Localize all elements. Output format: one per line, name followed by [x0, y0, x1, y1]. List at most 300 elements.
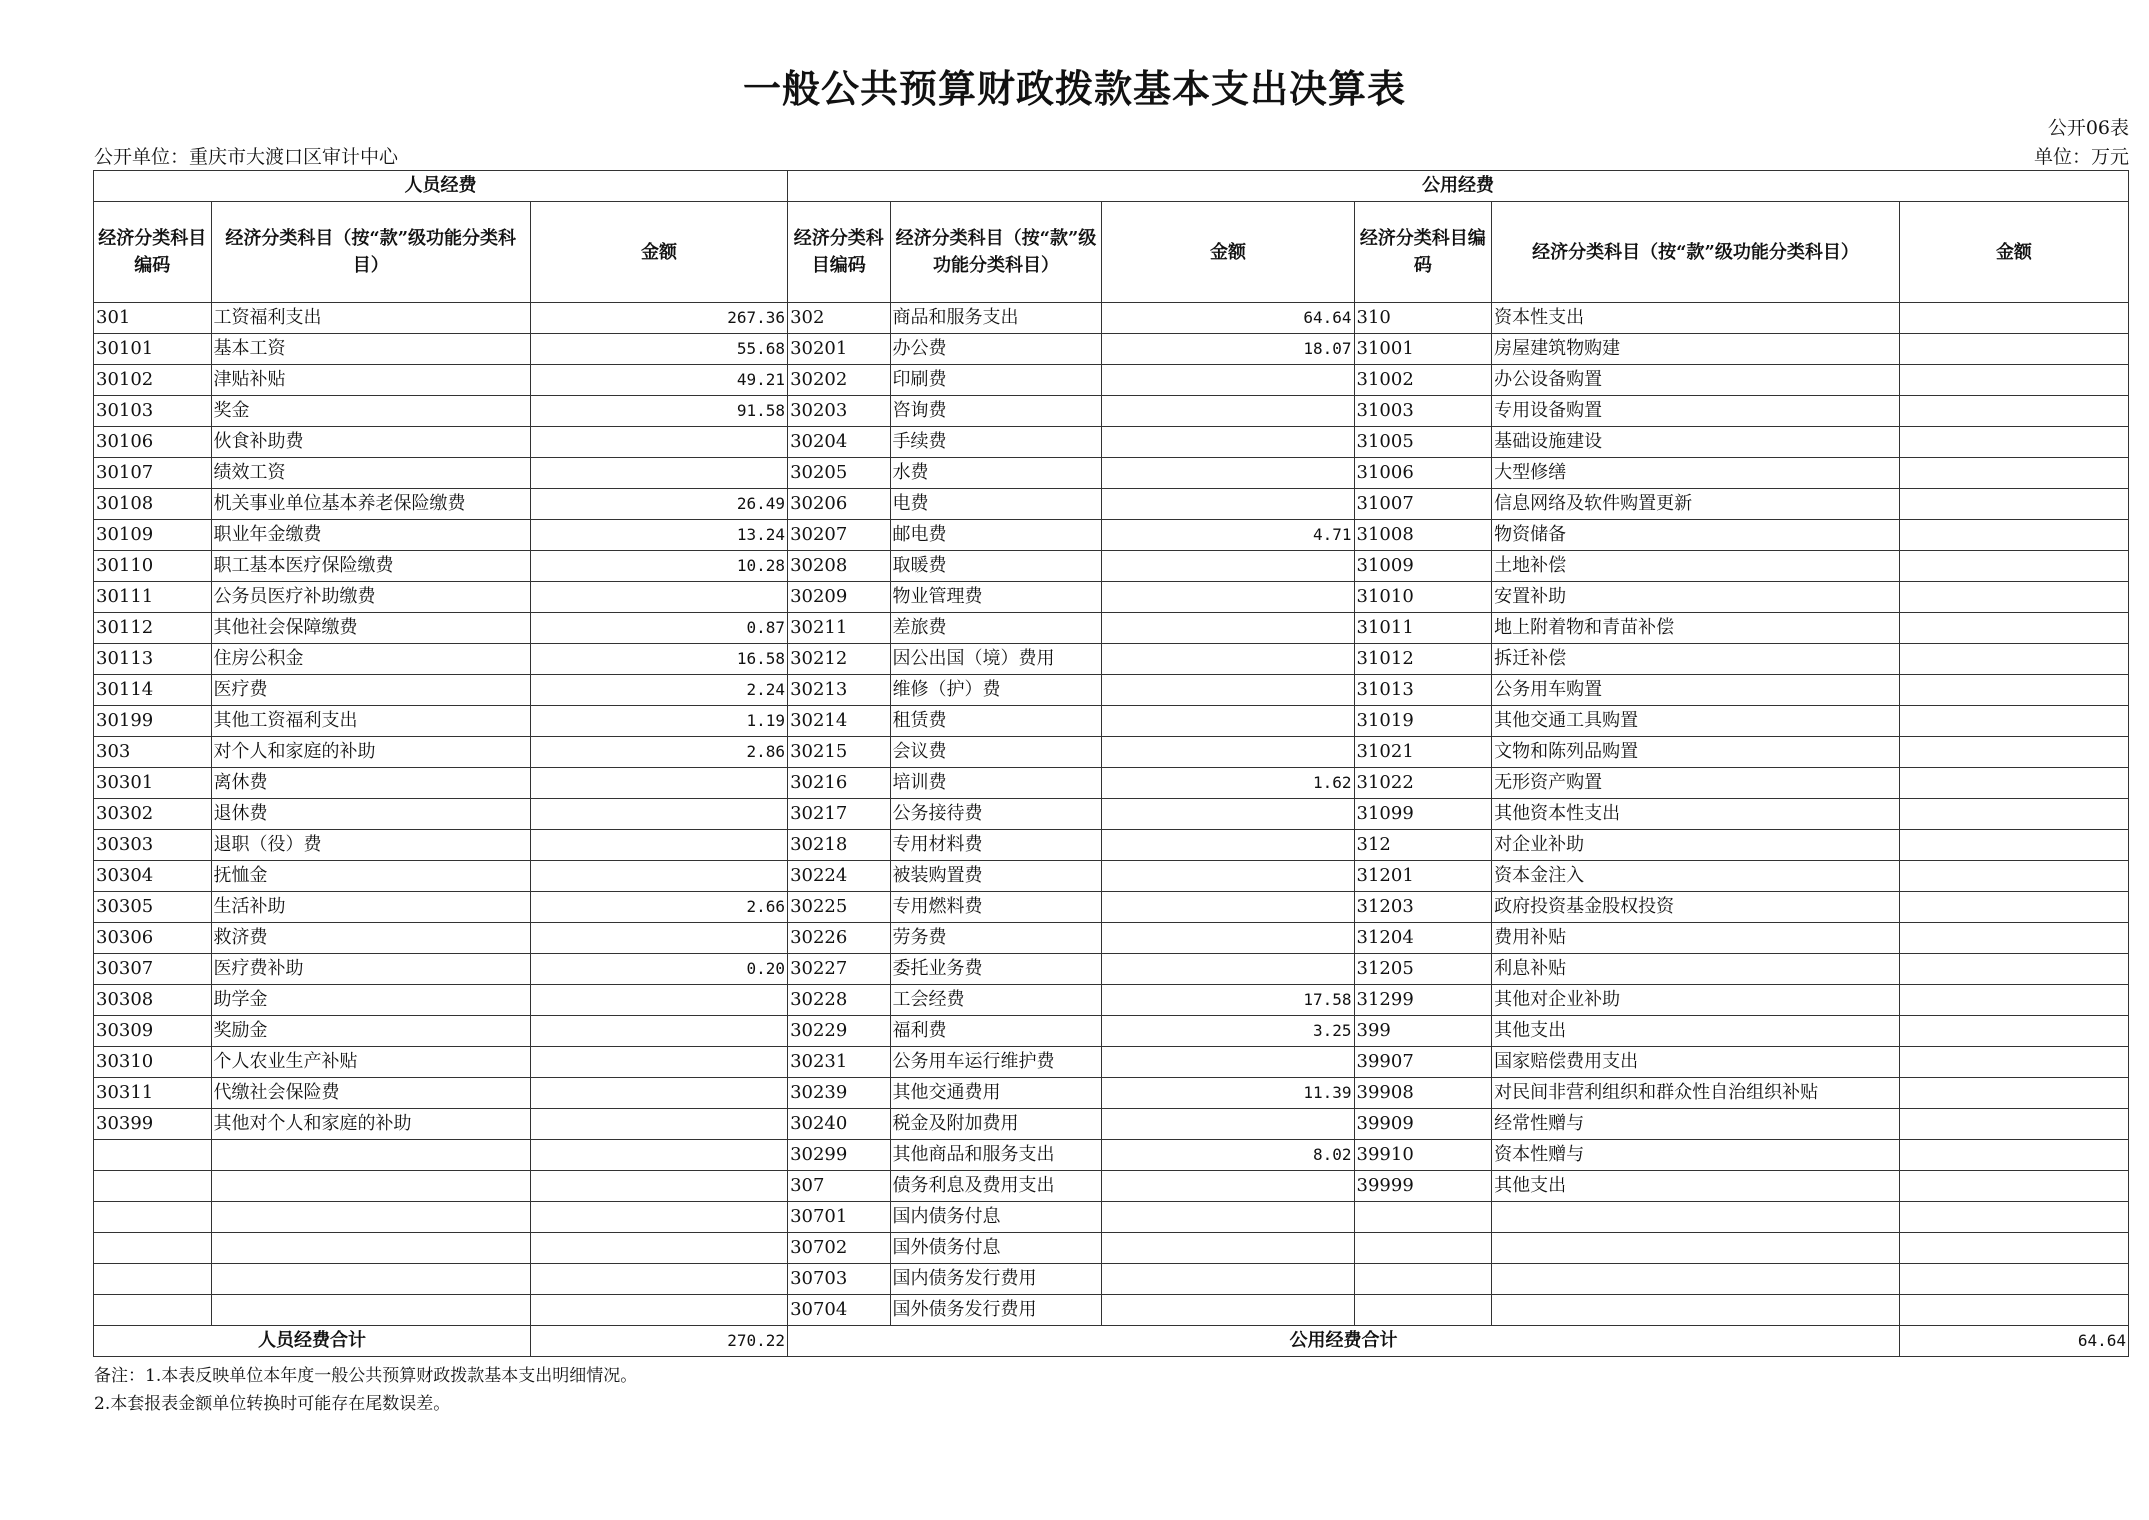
- account-code-cell: [1354, 1264, 1492, 1295]
- table-row: [94, 737, 2129, 768]
- account-name-cell: 咨询费: [890, 396, 1102, 427]
- account-name-cell: 医疗费补助: [211, 954, 530, 985]
- table-row: [94, 458, 2129, 489]
- account-code-cell: 30224: [788, 861, 890, 892]
- amount-cell: 2.86: [530, 737, 787, 768]
- table-row: [94, 985, 2129, 1016]
- amount-cell: 17.58: [1102, 985, 1354, 1016]
- account-code-cell: 30226: [788, 923, 890, 954]
- account-name-cell: 费用补贴: [1492, 923, 1900, 954]
- amount-cell: [1899, 551, 2128, 582]
- account-code-cell: 30308: [94, 985, 212, 1016]
- table-row: [94, 1140, 2129, 1171]
- table-row: [94, 613, 2129, 644]
- amount-cell: [530, 1140, 787, 1171]
- amount-cell: [1102, 675, 1354, 706]
- footnote-1: 备注：1.本表反映单位本年度一般公共预算财政拨款基本支出明细情况。: [94, 1366, 638, 1386]
- account-name-cell: 商品和服务支出: [890, 303, 1102, 334]
- account-code-cell: [94, 1295, 212, 1326]
- personnel-total-value: 270.22: [530, 1326, 787, 1357]
- account-name-cell: 邮电费: [890, 520, 1102, 551]
- table-row: [94, 365, 2129, 396]
- account-code-cell: 30228: [788, 985, 890, 1016]
- currency-unit: 单位：万元: [2033, 146, 2129, 168]
- table-row: [94, 923, 2129, 954]
- account-code-cell: 31013: [1354, 675, 1492, 706]
- amount-cell: [1102, 954, 1354, 985]
- table-row: [94, 1295, 2129, 1326]
- account-code-cell: 30209: [788, 582, 890, 613]
- amount-cell: [530, 861, 787, 892]
- amount-cell: 0.87: [530, 613, 787, 644]
- section-public: 公用经费: [788, 171, 2129, 202]
- account-code-cell: 30307: [94, 954, 212, 985]
- account-name-cell: 其他社会保障缴费: [211, 613, 530, 644]
- account-name-cell: 职工基本医疗保险缴费: [211, 551, 530, 582]
- amount-cell: [530, 427, 787, 458]
- account-code-cell: 30225: [788, 892, 890, 923]
- account-code-cell: [94, 1140, 212, 1171]
- amount-cell: [1899, 520, 2128, 551]
- totals-row: [94, 1326, 2129, 1357]
- amount-cell: [1899, 1140, 2128, 1171]
- account-code-cell: 31009: [1354, 551, 1492, 582]
- account-name-cell: 电费: [890, 489, 1102, 520]
- account-name-cell: 大型修缮: [1492, 458, 1900, 489]
- amount-cell: [530, 799, 787, 830]
- amount-cell: [1899, 1078, 2128, 1109]
- amount-cell: 8.02: [1102, 1140, 1354, 1171]
- amount-cell: [1899, 1295, 2128, 1326]
- account-name-cell: 办公设备购置: [1492, 365, 1900, 396]
- account-code-cell: 30203: [788, 396, 890, 427]
- account-code-cell: 31001: [1354, 334, 1492, 365]
- account-code-cell: 31019: [1354, 706, 1492, 737]
- account-code-cell: 30107: [94, 458, 212, 489]
- table-row: [94, 1078, 2129, 1109]
- account-code-cell: 30109: [94, 520, 212, 551]
- account-code-cell: 30215: [788, 737, 890, 768]
- account-name-cell: 公务用车购置: [1492, 675, 1900, 706]
- header-name: 经济分类科目（按“款”级功能分类科目）: [211, 202, 530, 303]
- account-code-cell: 30240: [788, 1109, 890, 1140]
- account-code-cell: 30302: [94, 799, 212, 830]
- account-code-cell: 30304: [94, 861, 212, 892]
- table-row: [94, 768, 2129, 799]
- account-name-cell: [1492, 1295, 1900, 1326]
- account-name-cell: 被装购置费: [890, 861, 1102, 892]
- account-name-cell: [211, 1295, 530, 1326]
- account-code-cell: [94, 1171, 212, 1202]
- account-name-cell: 机关事业单位基本养老保险缴费: [211, 489, 530, 520]
- header-amount: 金额: [530, 202, 787, 303]
- public-total-label: 公用经费合计: [788, 1326, 1900, 1357]
- account-code-cell: 30231: [788, 1047, 890, 1078]
- account-code-cell: 30202: [788, 365, 890, 396]
- account-code-cell: 30214: [788, 706, 890, 737]
- account-name-cell: [211, 1264, 530, 1295]
- account-code-cell: 31299: [1354, 985, 1492, 1016]
- account-name-cell: 其他支出: [1492, 1016, 1900, 1047]
- account-code-cell: 30102: [94, 365, 212, 396]
- account-code-cell: 31002: [1354, 365, 1492, 396]
- account-name-cell: 工会经费: [890, 985, 1102, 1016]
- account-code-cell: 30113: [94, 644, 212, 675]
- amount-cell: [530, 458, 787, 489]
- account-code-cell: 31011: [1354, 613, 1492, 644]
- amount-cell: [1899, 334, 2128, 365]
- table-row: [94, 1233, 2129, 1264]
- account-code-cell: 30114: [94, 675, 212, 706]
- account-code-cell: 31008: [1354, 520, 1492, 551]
- amount-cell: 91.58: [530, 396, 787, 427]
- header-name: 经济分类科目（按“款”级功能分类科目）: [890, 202, 1102, 303]
- account-code-cell: 30310: [94, 1047, 212, 1078]
- account-name-cell: 国外债务发行费用: [890, 1295, 1102, 1326]
- account-code-cell: [94, 1233, 212, 1264]
- account-name-cell: 差旅费: [890, 613, 1102, 644]
- account-code-cell: 30201: [788, 334, 890, 365]
- section-header-row: [94, 171, 2129, 202]
- amount-cell: [530, 1016, 787, 1047]
- account-name-cell: [211, 1202, 530, 1233]
- amount-cell: [1102, 613, 1354, 644]
- account-name-cell: 劳务费: [890, 923, 1102, 954]
- amount-cell: [1899, 613, 2128, 644]
- amount-cell: [1899, 396, 2128, 427]
- account-name-cell: 资本金注入: [1492, 861, 1900, 892]
- account-code-cell: [94, 1264, 212, 1295]
- account-code-cell: 30199: [94, 706, 212, 737]
- amount-cell: [530, 923, 787, 954]
- account-name-cell: 伙食补助费: [211, 427, 530, 458]
- account-code-cell: 30704: [788, 1295, 890, 1326]
- account-name-cell: 对个人和家庭的补助: [211, 737, 530, 768]
- account-code-cell: 30227: [788, 954, 890, 985]
- amount-cell: 1.62: [1102, 768, 1354, 799]
- account-name-cell: [211, 1171, 530, 1202]
- table-row: [94, 830, 2129, 861]
- account-code-cell: 30112: [94, 613, 212, 644]
- expenditure-table: [93, 170, 2129, 1357]
- amount-cell: [1899, 427, 2128, 458]
- account-code-cell: 30217: [788, 799, 890, 830]
- account-name-cell: 专用燃料费: [890, 892, 1102, 923]
- column-header-row: [94, 202, 2129, 303]
- account-code-cell: 30701: [788, 1202, 890, 1233]
- account-name-cell: 救济费: [211, 923, 530, 954]
- amount-cell: 267.36: [530, 303, 787, 334]
- account-code-cell: 30110: [94, 551, 212, 582]
- account-name-cell: 福利费: [890, 1016, 1102, 1047]
- amount-cell: [1899, 458, 2128, 489]
- account-code-cell: 31005: [1354, 427, 1492, 458]
- amount-cell: [1899, 1233, 2128, 1264]
- account-code-cell: 30205: [788, 458, 890, 489]
- amount-cell: [1899, 644, 2128, 675]
- account-name-cell: 奖励金: [211, 1016, 530, 1047]
- account-name-cell: 医疗费: [211, 675, 530, 706]
- amount-cell: [1102, 551, 1354, 582]
- account-name-cell: 文物和陈列品购置: [1492, 737, 1900, 768]
- account-name-cell: 房屋建筑物购建: [1492, 334, 1900, 365]
- account-name-cell: 物资储备: [1492, 520, 1900, 551]
- account-name-cell: 专用设备购置: [1492, 396, 1900, 427]
- amount-cell: [1899, 489, 2128, 520]
- account-code-cell: 31007: [1354, 489, 1492, 520]
- amount-cell: [1102, 396, 1354, 427]
- amount-cell: 4.71: [1102, 520, 1354, 551]
- account-code-cell: 31099: [1354, 799, 1492, 830]
- amount-cell: [1899, 1016, 2128, 1047]
- amount-cell: [1102, 1264, 1354, 1295]
- account-name-cell: 取暖费: [890, 551, 1102, 582]
- account-name-cell: 国内债务付息: [890, 1202, 1102, 1233]
- account-name-cell: 国家赔偿费用支出: [1492, 1047, 1900, 1078]
- amount-cell: [1899, 1171, 2128, 1202]
- amount-cell: [1102, 892, 1354, 923]
- header-code: 经济分类科目编码: [94, 202, 212, 303]
- account-name-cell: 基础设施建设: [1492, 427, 1900, 458]
- account-name-cell: 其他商品和服务支出: [890, 1140, 1102, 1171]
- account-name-cell: 印刷费: [890, 365, 1102, 396]
- amount-cell: 64.64: [1102, 303, 1354, 334]
- amount-cell: [1102, 644, 1354, 675]
- amount-cell: [1899, 1109, 2128, 1140]
- account-code-cell: 39999: [1354, 1171, 1492, 1202]
- account-name-cell: 助学金: [211, 985, 530, 1016]
- amount-cell: 11.39: [1102, 1078, 1354, 1109]
- amount-cell: [1102, 1109, 1354, 1140]
- account-name-cell: 无形资产购置: [1492, 768, 1900, 799]
- account-code-cell: 312: [1354, 830, 1492, 861]
- account-code-cell: [1354, 1202, 1492, 1233]
- table-row: [94, 520, 2129, 551]
- table-row: [94, 582, 2129, 613]
- account-name-cell: [1492, 1202, 1900, 1233]
- amount-cell: [530, 1171, 787, 1202]
- amount-cell: [1102, 706, 1354, 737]
- amount-cell: [1899, 737, 2128, 768]
- account-code-cell: 31201: [1354, 861, 1492, 892]
- account-name-cell: 公务员医疗补助缴费: [211, 582, 530, 613]
- account-name-cell: 物业管理费: [890, 582, 1102, 613]
- amount-cell: [1899, 768, 2128, 799]
- account-code-cell: 31021: [1354, 737, 1492, 768]
- table-row: [94, 1109, 2129, 1140]
- table-row: [94, 1202, 2129, 1233]
- account-code-cell: 30216: [788, 768, 890, 799]
- amount-cell: [1102, 1233, 1354, 1264]
- account-name-cell: 经常性赠与: [1492, 1109, 1900, 1140]
- amount-cell: [1899, 985, 2128, 1016]
- table-body: [94, 303, 2129, 1326]
- amount-cell: 2.66: [530, 892, 787, 923]
- account-name-cell: 退休费: [211, 799, 530, 830]
- header-amount: 金额: [1899, 202, 2128, 303]
- account-name-cell: 奖金: [211, 396, 530, 427]
- footnote-2: 2.本套报表金额单位转换时可能存在尾数误差。: [94, 1394, 451, 1414]
- account-code-cell: 30208: [788, 551, 890, 582]
- account-code-cell: 302: [788, 303, 890, 334]
- account-name-cell: 税金及附加费用: [890, 1109, 1102, 1140]
- account-name-cell: 国外债务付息: [890, 1233, 1102, 1264]
- amount-cell: 10.28: [530, 551, 787, 582]
- account-name-cell: 安置补助: [1492, 582, 1900, 613]
- amount-cell: 49.21: [530, 365, 787, 396]
- account-code-cell: [94, 1202, 212, 1233]
- account-name-cell: 办公费: [890, 334, 1102, 365]
- amount-cell: [1102, 489, 1354, 520]
- account-name-cell: 个人农业生产补贴: [211, 1047, 530, 1078]
- table-row: [94, 861, 2129, 892]
- account-code-cell: 31006: [1354, 458, 1492, 489]
- amount-cell: [530, 1078, 787, 1109]
- amount-cell: 0.20: [530, 954, 787, 985]
- account-code-cell: 30311: [94, 1078, 212, 1109]
- amount-cell: 13.24: [530, 520, 787, 551]
- account-name-cell: 离休费: [211, 768, 530, 799]
- account-name-cell: 基本工资: [211, 334, 530, 365]
- amount-cell: [1102, 1171, 1354, 1202]
- amount-cell: 1.19: [530, 706, 787, 737]
- account-name-cell: 信息网络及软件购置更新: [1492, 489, 1900, 520]
- account-code-cell: 30111: [94, 582, 212, 613]
- account-name-cell: 专用材料费: [890, 830, 1102, 861]
- account-name-cell: 利息补贴: [1492, 954, 1900, 985]
- amount-cell: [1102, 861, 1354, 892]
- account-name-cell: 津贴补贴: [211, 365, 530, 396]
- account-name-cell: 手续费: [890, 427, 1102, 458]
- table-row: [94, 1264, 2129, 1295]
- account-code-cell: 39909: [1354, 1109, 1492, 1140]
- amount-cell: [1899, 954, 2128, 985]
- account-code-cell: 30702: [788, 1233, 890, 1264]
- account-code-cell: 31003: [1354, 396, 1492, 427]
- amount-cell: [1899, 675, 2128, 706]
- table-row: [94, 489, 2129, 520]
- account-code-cell: 30103: [94, 396, 212, 427]
- account-name-cell: 国内债务发行费用: [890, 1264, 1102, 1295]
- amount-cell: [1899, 582, 2128, 613]
- amount-cell: 16.58: [530, 644, 787, 675]
- account-name-cell: 租赁费: [890, 706, 1102, 737]
- account-code-cell: 30213: [788, 675, 890, 706]
- amount-cell: 2.24: [530, 675, 787, 706]
- account-name-cell: [211, 1140, 530, 1171]
- amount-cell: [1899, 923, 2128, 954]
- account-code-cell: 30212: [788, 644, 890, 675]
- account-code-cell: 31022: [1354, 768, 1492, 799]
- account-code-cell: 30106: [94, 427, 212, 458]
- form-number: 公开06表: [2047, 117, 2129, 139]
- account-name-cell: 其他支出: [1492, 1171, 1900, 1202]
- amount-cell: [530, 1109, 787, 1140]
- page-title: 一般公共预算财政拨款基本支出决算表: [742, 66, 1406, 111]
- account-name-cell: 生活补助: [211, 892, 530, 923]
- amount-cell: [530, 1295, 787, 1326]
- amount-cell: [1899, 1047, 2128, 1078]
- account-code-cell: 30703: [788, 1264, 890, 1295]
- account-code-cell: 30207: [788, 520, 890, 551]
- header-name: 经济分类科目（按“款”级功能分类科目）: [1492, 202, 1900, 303]
- account-name-cell: 公务用车运行维护费: [890, 1047, 1102, 1078]
- account-name-cell: 公务接待费: [890, 799, 1102, 830]
- account-name-cell: 住房公积金: [211, 644, 530, 675]
- account-code-cell: 399: [1354, 1016, 1492, 1047]
- amount-cell: 55.68: [530, 334, 787, 365]
- amount-cell: [1102, 799, 1354, 830]
- amount-cell: [530, 1264, 787, 1295]
- account-code-cell: 30301: [94, 768, 212, 799]
- account-code-cell: [1354, 1233, 1492, 1264]
- amount-cell: [1102, 1295, 1354, 1326]
- account-name-cell: 职业年金缴费: [211, 520, 530, 551]
- account-name-cell: 其他交通费用: [890, 1078, 1102, 1109]
- account-name-cell: 退职（役）费: [211, 830, 530, 861]
- account-name-cell: 土地补偿: [1492, 551, 1900, 582]
- account-code-cell: 30108: [94, 489, 212, 520]
- table-row: [94, 551, 2129, 582]
- account-name-cell: 其他交通工具购置: [1492, 706, 1900, 737]
- account-code-cell: 30218: [788, 830, 890, 861]
- amount-cell: 26.49: [530, 489, 787, 520]
- account-code-cell: 30211: [788, 613, 890, 644]
- section-personnel: 人员经费: [94, 171, 788, 202]
- account-name-cell: 其他工资福利支出: [211, 706, 530, 737]
- account-code-cell: 30306: [94, 923, 212, 954]
- amount-cell: [1899, 799, 2128, 830]
- amount-cell: [530, 1047, 787, 1078]
- account-name-cell: 资本性支出: [1492, 303, 1900, 334]
- account-code-cell: 39908: [1354, 1078, 1492, 1109]
- account-name-cell: [1492, 1233, 1900, 1264]
- table-row: [94, 1171, 2129, 1202]
- account-name-cell: [211, 1233, 530, 1264]
- amount-cell: 18.07: [1102, 334, 1354, 365]
- table-row: [94, 892, 2129, 923]
- table-row: [94, 334, 2129, 365]
- amount-cell: [1899, 1202, 2128, 1233]
- account-code-cell: 30101: [94, 334, 212, 365]
- account-code-cell: 39907: [1354, 1047, 1492, 1078]
- account-name-cell: 其他对企业补助: [1492, 985, 1900, 1016]
- table-row: [94, 1047, 2129, 1078]
- account-code-cell: 31204: [1354, 923, 1492, 954]
- account-code-cell: 31012: [1354, 644, 1492, 675]
- account-code-cell: 30239: [788, 1078, 890, 1109]
- header-amount: 金额: [1102, 202, 1354, 303]
- account-name-cell: 其他资本性支出: [1492, 799, 1900, 830]
- account-code-cell: 31010: [1354, 582, 1492, 613]
- account-code-cell: 30303: [94, 830, 212, 861]
- account-code-cell: [1354, 1295, 1492, 1326]
- amount-cell: [1899, 365, 2128, 396]
- account-code-cell: 30229: [788, 1016, 890, 1047]
- account-name-cell: 代缴社会保险费: [211, 1078, 530, 1109]
- account-name-cell: 地上附着物和青苗补偿: [1492, 613, 1900, 644]
- account-code-cell: 31203: [1354, 892, 1492, 923]
- table-row: [94, 1016, 2129, 1047]
- amount-cell: [530, 985, 787, 1016]
- public-total-value: 64.64: [1899, 1326, 2128, 1357]
- footnotes: [94, 1362, 637, 1418]
- amount-cell: [1102, 1047, 1354, 1078]
- amount-cell: [1102, 830, 1354, 861]
- account-name-cell: 因公出国（境）费用: [890, 644, 1102, 675]
- account-name-cell: 培训费: [890, 768, 1102, 799]
- amount-cell: [530, 582, 787, 613]
